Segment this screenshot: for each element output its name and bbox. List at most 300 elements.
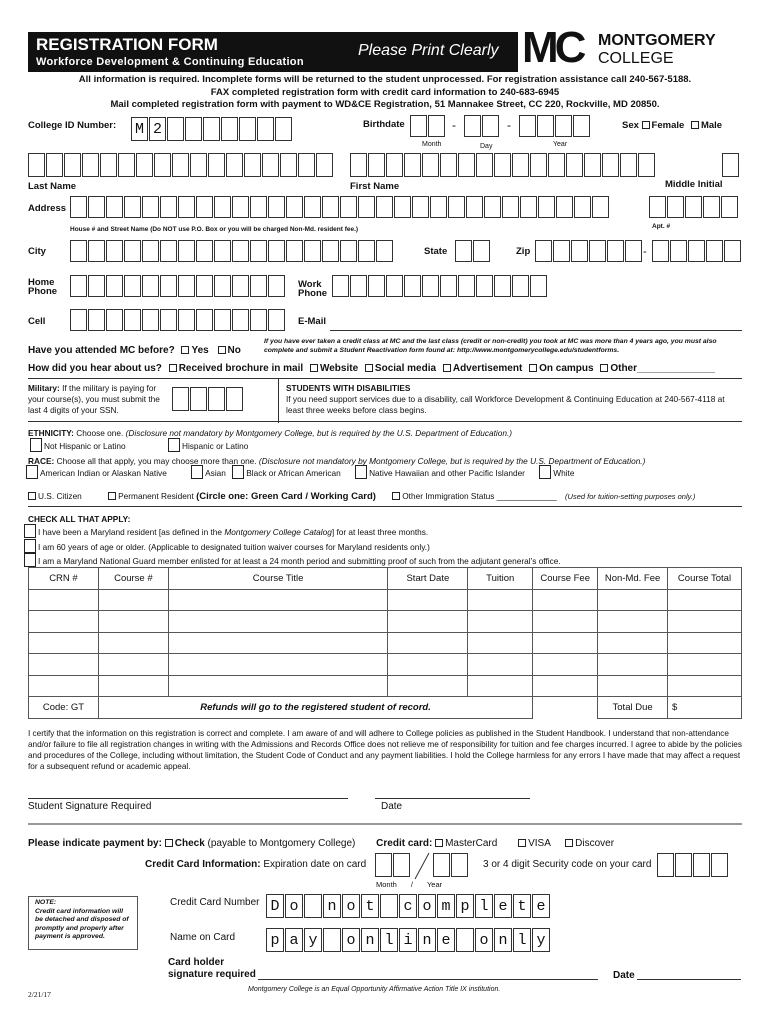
char-cell[interactable] <box>368 275 385 297</box>
course-cell[interactable] <box>598 589 668 611</box>
char-cell[interactable]: t <box>361 894 379 918</box>
char-cell[interactable] <box>124 240 141 262</box>
home-phone-field[interactable] <box>70 275 286 297</box>
char-cell[interactable] <box>332 275 349 297</box>
char-cell[interactable] <box>286 196 303 218</box>
char-cell[interactable] <box>250 196 267 218</box>
char-cell[interactable]: t <box>513 894 531 918</box>
char-cell[interactable] <box>602 153 619 177</box>
char-cell[interactable] <box>142 275 159 297</box>
char-cell[interactable] <box>262 153 279 177</box>
char-cell[interactable] <box>178 309 195 331</box>
char-cell[interactable] <box>124 275 141 297</box>
char-cell[interactable] <box>208 387 225 411</box>
char-cell[interactable] <box>340 196 357 218</box>
char-cell[interactable] <box>275 117 292 141</box>
course-cell[interactable] <box>668 611 742 633</box>
char-cell[interactable] <box>494 275 511 297</box>
char-cell[interactable] <box>693 853 710 877</box>
char-cell[interactable] <box>404 153 421 177</box>
char-cell[interactable] <box>178 275 195 297</box>
char-cell[interactable] <box>556 196 573 218</box>
ssn-last4-field[interactable] <box>172 387 244 411</box>
course-cell[interactable] <box>598 632 668 654</box>
zip4-field[interactable] <box>652 240 742 262</box>
disability-description: If you need support services due to a disability, call Workforce Development & Continuing Education at 240-567-4118 at least three weeks before class begins. <box>286 394 725 415</box>
char-cell[interactable]: i <box>399 928 417 952</box>
discover-checkbox[interactable] <box>565 839 573 847</box>
char-cell[interactable]: D <box>266 894 284 918</box>
char-cell[interactable] <box>172 387 189 411</box>
char-cell[interactable] <box>368 153 385 177</box>
exp-month-field[interactable] <box>375 853 411 877</box>
course-cell[interactable] <box>98 632 168 654</box>
char-cell[interactable]: o <box>418 894 436 918</box>
char-cell[interactable] <box>106 309 123 331</box>
hear-checkbox-other[interactable] <box>600 364 608 372</box>
course-cell[interactable] <box>533 632 598 654</box>
char-cell[interactable]: o <box>342 894 360 918</box>
char-cell[interactable] <box>167 117 184 141</box>
char-cell[interactable] <box>393 853 410 877</box>
char-cell[interactable] <box>226 153 243 177</box>
check-checkbox[interactable] <box>165 839 173 847</box>
course-cell[interactable] <box>388 675 468 697</box>
char-cell[interactable] <box>196 196 213 218</box>
char-cell[interactable] <box>649 196 666 218</box>
total-due-field[interactable] <box>668 697 742 719</box>
course-cell[interactable] <box>668 654 742 676</box>
course-cell[interactable] <box>468 589 533 611</box>
char-cell[interactable] <box>28 153 45 177</box>
hispanic-checkbox[interactable] <box>168 438 180 452</box>
char-cell[interactable] <box>685 196 702 218</box>
char-cell[interactable] <box>722 153 739 177</box>
char-cell[interactable] <box>657 853 674 877</box>
char-cell[interactable] <box>316 153 333 177</box>
course-cell[interactable] <box>598 675 668 697</box>
char-cell[interactable] <box>358 196 375 218</box>
char-cell[interactable] <box>142 309 159 331</box>
course-cell[interactable] <box>168 611 388 633</box>
char-cell[interactable] <box>584 153 601 177</box>
char-cell[interactable] <box>106 196 123 218</box>
char-cell[interactable]: M <box>131 117 148 141</box>
char-cell[interactable] <box>538 196 555 218</box>
char-cell[interactable] <box>386 275 403 297</box>
char-cell[interactable] <box>136 153 153 177</box>
course-cell[interactable] <box>29 654 99 676</box>
last-name-field[interactable] <box>28 153 334 177</box>
char-cell[interactable] <box>142 196 159 218</box>
attended-no-checkbox[interactable] <box>218 346 226 354</box>
char-cell[interactable]: l <box>475 894 493 918</box>
intro-text <box>0 74 770 112</box>
char-cell[interactable] <box>178 240 195 262</box>
race-checkbox-black[interactable] <box>232 465 244 479</box>
char-cell[interactable] <box>458 153 475 177</box>
char-cell[interactable]: n <box>418 928 436 952</box>
course-cell[interactable] <box>98 654 168 676</box>
date-cell[interactable] <box>428 115 445 137</box>
char-cell[interactable] <box>451 853 468 877</box>
char-cell[interactable] <box>724 240 741 262</box>
work-phone-field[interactable] <box>332 275 548 297</box>
char-cell[interactable]: o <box>475 928 493 952</box>
char-cell[interactable]: m <box>437 894 455 918</box>
race-checkbox-asian[interactable] <box>191 465 203 479</box>
char-cell[interactable] <box>721 196 738 218</box>
char-cell[interactable]: a <box>285 928 303 952</box>
first-name-label: First Name <box>350 181 400 192</box>
char-cell[interactable] <box>226 387 243 411</box>
char-cell[interactable] <box>190 387 207 411</box>
race-checkbox-white[interactable] <box>539 465 551 479</box>
char-cell[interactable] <box>448 196 465 218</box>
char-cell[interactable] <box>512 275 529 297</box>
char-cell[interactable] <box>548 153 565 177</box>
birth-month-field[interactable] <box>410 115 446 137</box>
hear-checkbox-brochure[interactable] <box>169 364 177 372</box>
course-cell[interactable] <box>598 611 668 633</box>
char-cell[interactable] <box>350 275 367 297</box>
char-cell[interactable] <box>376 240 393 262</box>
char-cell[interactable] <box>118 153 135 177</box>
char-cell[interactable] <box>124 196 141 218</box>
char-cell[interactable] <box>340 240 357 262</box>
char-cell[interactable] <box>268 275 285 297</box>
char-cell[interactable] <box>106 240 123 262</box>
char-cell[interactable] <box>46 153 63 177</box>
char-cell[interactable] <box>473 240 490 262</box>
char-cell[interactable] <box>711 853 728 877</box>
course-cell[interactable] <box>533 675 598 697</box>
char-cell[interactable] <box>706 240 723 262</box>
char-cell[interactable] <box>589 240 606 262</box>
holder-date-line[interactable] <box>637 979 741 980</box>
char-cell[interactable] <box>512 153 529 177</box>
char-cell[interactable] <box>196 275 213 297</box>
exp-year-field[interactable] <box>433 853 469 877</box>
form-subtitle: Workforce Development & Continuing Education <box>36 56 304 68</box>
middle-initial-field[interactable] <box>722 153 740 177</box>
char-cell[interactable] <box>214 240 231 262</box>
course-cell[interactable] <box>98 589 168 611</box>
char-cell[interactable] <box>476 275 493 297</box>
char-cell[interactable] <box>304 240 321 262</box>
char-cell[interactable]: e <box>494 894 512 918</box>
birth-day-field[interactable] <box>464 115 500 137</box>
apt-field[interactable] <box>649 196 739 218</box>
course-cell[interactable] <box>168 675 388 697</box>
char-cell[interactable] <box>250 309 267 331</box>
date-cell[interactable] <box>555 115 572 137</box>
course-cell[interactable] <box>388 611 468 633</box>
char-cell[interactable] <box>160 309 177 331</box>
char-cell[interactable] <box>70 196 87 218</box>
char-cell[interactable] <box>574 196 591 218</box>
char-cell[interactable] <box>196 309 213 331</box>
char-cell[interactable]: c <box>399 894 417 918</box>
char-cell[interactable] <box>667 196 684 218</box>
char-cell[interactable] <box>376 196 393 218</box>
char-cell[interactable] <box>350 153 367 177</box>
course-cell[interactable] <box>468 611 533 633</box>
course-cell[interactable] <box>29 675 99 697</box>
char-cell[interactable] <box>494 153 511 177</box>
char-cell[interactable] <box>323 928 341 952</box>
char-cell[interactable] <box>553 240 570 262</box>
char-cell[interactable] <box>304 196 321 218</box>
course-cell[interactable] <box>168 632 388 654</box>
char-cell[interactable] <box>456 928 474 952</box>
char-cell[interactable] <box>422 275 439 297</box>
char-cell[interactable] <box>280 153 297 177</box>
course-cell[interactable] <box>388 589 468 611</box>
course-cell[interactable] <box>98 611 168 633</box>
char-cell[interactable] <box>440 275 457 297</box>
char-cell[interactable] <box>433 853 450 877</box>
hear-checkbox-ad[interactable] <box>443 364 451 372</box>
char-cell[interactable]: p <box>266 928 284 952</box>
char-cell[interactable] <box>232 196 249 218</box>
date-cell[interactable] <box>410 115 427 137</box>
char-cell[interactable] <box>232 275 249 297</box>
char-cell[interactable] <box>688 240 705 262</box>
char-cell[interactable] <box>592 196 609 218</box>
home-label-2: Phone <box>28 286 58 297</box>
char-cell[interactable] <box>298 153 315 177</box>
char-cell[interactable] <box>190 153 207 177</box>
course-cell[interactable] <box>29 589 99 611</box>
char-cell[interactable]: 2 <box>149 117 166 141</box>
char-cell[interactable] <box>124 309 141 331</box>
char-cell[interactable] <box>535 240 552 262</box>
course-cell[interactable] <box>168 654 388 676</box>
char-cell[interactable] <box>268 309 285 331</box>
female-checkbox[interactable] <box>642 121 650 129</box>
char-cell[interactable] <box>322 196 339 218</box>
student-signature-line[interactable] <box>28 798 348 799</box>
char-cell[interactable]: p <box>456 894 474 918</box>
date-cell[interactable] <box>519 115 536 137</box>
course-cell[interactable] <box>668 632 742 654</box>
char-cell[interactable] <box>88 240 105 262</box>
char-cell[interactable] <box>154 153 171 177</box>
char-cell[interactable]: n <box>494 928 512 952</box>
char-cell[interactable] <box>208 153 225 177</box>
char-cell[interactable] <box>64 153 81 177</box>
char-cell[interactable] <box>607 240 624 262</box>
char-cell[interactable]: n <box>323 894 341 918</box>
email-field[interactable] <box>330 330 742 331</box>
char-cell[interactable]: y <box>304 928 322 952</box>
char-cell[interactable] <box>638 153 655 177</box>
permanent-resident-checkbox[interactable] <box>108 492 116 500</box>
zip-field[interactable] <box>535 240 643 262</box>
char-cell[interactable] <box>625 240 642 262</box>
char-cell[interactable] <box>422 153 439 177</box>
char-cell[interactable] <box>106 275 123 297</box>
city-field[interactable] <box>70 240 394 262</box>
hear-checkbox-campus[interactable] <box>529 364 537 372</box>
hear-checkbox-social[interactable] <box>365 364 373 372</box>
char-cell[interactable] <box>239 117 256 141</box>
security-code-field[interactable] <box>657 853 729 877</box>
student-date-line[interactable] <box>375 798 530 799</box>
char-cell[interactable] <box>412 196 429 218</box>
char-cell[interactable] <box>100 153 117 177</box>
date-cell[interactable] <box>573 115 590 137</box>
char-cell[interactable] <box>530 275 547 297</box>
course-cell[interactable] <box>29 611 99 633</box>
char-cell[interactable] <box>232 240 249 262</box>
char-cell[interactable] <box>571 240 588 262</box>
not-hispanic-checkbox[interactable] <box>30 438 42 452</box>
char-cell[interactable] <box>430 196 447 218</box>
course-cell[interactable] <box>98 675 168 697</box>
address-field[interactable] <box>70 196 610 218</box>
first-name-field[interactable] <box>350 153 656 177</box>
hear-checkbox-website[interactable] <box>310 364 318 372</box>
course-cell[interactable] <box>29 632 99 654</box>
char-cell[interactable] <box>566 153 583 177</box>
national-guard-checkbox[interactable] <box>24 553 36 567</box>
char-cell[interactable] <box>203 117 220 141</box>
date-cell[interactable] <box>464 115 481 137</box>
char-cell[interactable]: y <box>532 928 550 952</box>
date-cell[interactable] <box>537 115 554 137</box>
visa-checkbox[interactable] <box>518 839 526 847</box>
char-cell[interactable] <box>458 275 475 297</box>
char-cell[interactable] <box>440 153 457 177</box>
race-checkbox-american-indian[interactable] <box>26 465 38 479</box>
char-cell[interactable] <box>232 309 249 331</box>
char-cell[interactable] <box>160 240 177 262</box>
course-cell[interactable] <box>533 611 598 633</box>
char-cell[interactable] <box>652 240 669 262</box>
char-cell[interactable]: e <box>437 928 455 952</box>
char-cell[interactable] <box>375 853 392 877</box>
char-cell[interactable] <box>70 275 87 297</box>
attended-yes-checkbox[interactable] <box>181 346 189 354</box>
course-cell[interactable] <box>168 589 388 611</box>
char-cell[interactable] <box>142 240 159 262</box>
char-cell[interactable] <box>160 196 177 218</box>
char-cell[interactable]: o <box>285 894 303 918</box>
char-cell[interactable] <box>88 196 105 218</box>
name-on-card-field[interactable] <box>266 928 551 952</box>
char-cell[interactable]: e <box>532 894 550 918</box>
char-cell[interactable]: l <box>380 928 398 952</box>
course-cell[interactable] <box>468 675 533 697</box>
char-cell[interactable] <box>386 153 403 177</box>
college-id-field[interactable] <box>131 117 293 141</box>
course-cell[interactable] <box>533 654 598 676</box>
char-cell[interactable]: n <box>361 928 379 952</box>
table-header-row <box>29 568 742 590</box>
course-cell[interactable] <box>533 589 598 611</box>
char-cell[interactable] <box>70 309 87 331</box>
char-cell[interactable] <box>530 153 547 177</box>
date-cell[interactable] <box>482 115 499 137</box>
char-cell[interactable] <box>70 240 87 262</box>
us-citizen-checkbox[interactable] <box>28 492 36 500</box>
char-cell[interactable] <box>484 196 501 218</box>
char-cell[interactable] <box>404 275 421 297</box>
mastercard-checkbox[interactable] <box>435 839 443 847</box>
char-cell[interactable]: o <box>342 928 360 952</box>
course-cell[interactable] <box>668 589 742 611</box>
char-cell[interactable] <box>82 153 99 177</box>
char-cell[interactable] <box>322 240 339 262</box>
other-immigration-checkbox[interactable] <box>392 492 400 500</box>
char-cell[interactable] <box>520 196 537 218</box>
birth-year-field[interactable] <box>519 115 591 137</box>
char-cell[interactable] <box>394 196 411 218</box>
course-cell[interactable] <box>668 675 742 697</box>
char-cell[interactable] <box>185 117 202 141</box>
char-cell[interactable] <box>358 240 375 262</box>
char-cell[interactable] <box>268 240 285 262</box>
char-cell[interactable] <box>214 275 231 297</box>
course-cell[interactable] <box>598 654 668 676</box>
address-label: Address <box>28 203 67 214</box>
char-cell[interactable] <box>257 117 274 141</box>
age-60-checkbox[interactable] <box>24 539 36 553</box>
char-cell[interactable] <box>88 309 105 331</box>
char-cell[interactable] <box>88 275 105 297</box>
char-cell[interactable] <box>455 240 472 262</box>
char-cell[interactable] <box>196 240 213 262</box>
char-cell[interactable] <box>502 196 519 218</box>
cell-phone-field[interactable] <box>70 309 286 331</box>
char-cell[interactable] <box>304 894 322 918</box>
char-cell[interactable] <box>466 196 483 218</box>
char-cell[interactable] <box>620 153 637 177</box>
char-cell[interactable] <box>286 240 303 262</box>
char-cell[interactable] <box>675 853 692 877</box>
race-checkbox-pacific-islander[interactable] <box>355 465 367 479</box>
char-cell[interactable] <box>172 153 189 177</box>
char-cell[interactable] <box>380 894 398 918</box>
char-cell[interactable] <box>178 196 195 218</box>
char-cell[interactable] <box>250 240 267 262</box>
course-cell[interactable] <box>468 654 533 676</box>
course-cell[interactable] <box>388 654 468 676</box>
char-cell[interactable]: l <box>513 928 531 952</box>
card-number-field[interactable] <box>266 894 551 918</box>
state-field[interactable] <box>455 240 491 262</box>
char-cell[interactable] <box>670 240 687 262</box>
course-cell[interactable] <box>468 632 533 654</box>
md-resident-checkbox[interactable] <box>24 524 36 538</box>
char-cell[interactable] <box>214 196 231 218</box>
char-cell[interactable] <box>160 275 177 297</box>
card-info-row <box>145 859 366 870</box>
char-cell[interactable] <box>244 153 261 177</box>
char-cell[interactable] <box>250 275 267 297</box>
course-cell[interactable] <box>388 632 468 654</box>
male-checkbox[interactable] <box>691 121 699 129</box>
char-cell[interactable] <box>214 309 231 331</box>
char-cell[interactable] <box>221 117 238 141</box>
char-cell[interactable] <box>268 196 285 218</box>
holder-signature-line[interactable] <box>258 979 598 980</box>
char-cell[interactable] <box>476 153 493 177</box>
male-label: Male <box>700 120 723 131</box>
char-cell[interactable] <box>703 196 720 218</box>
